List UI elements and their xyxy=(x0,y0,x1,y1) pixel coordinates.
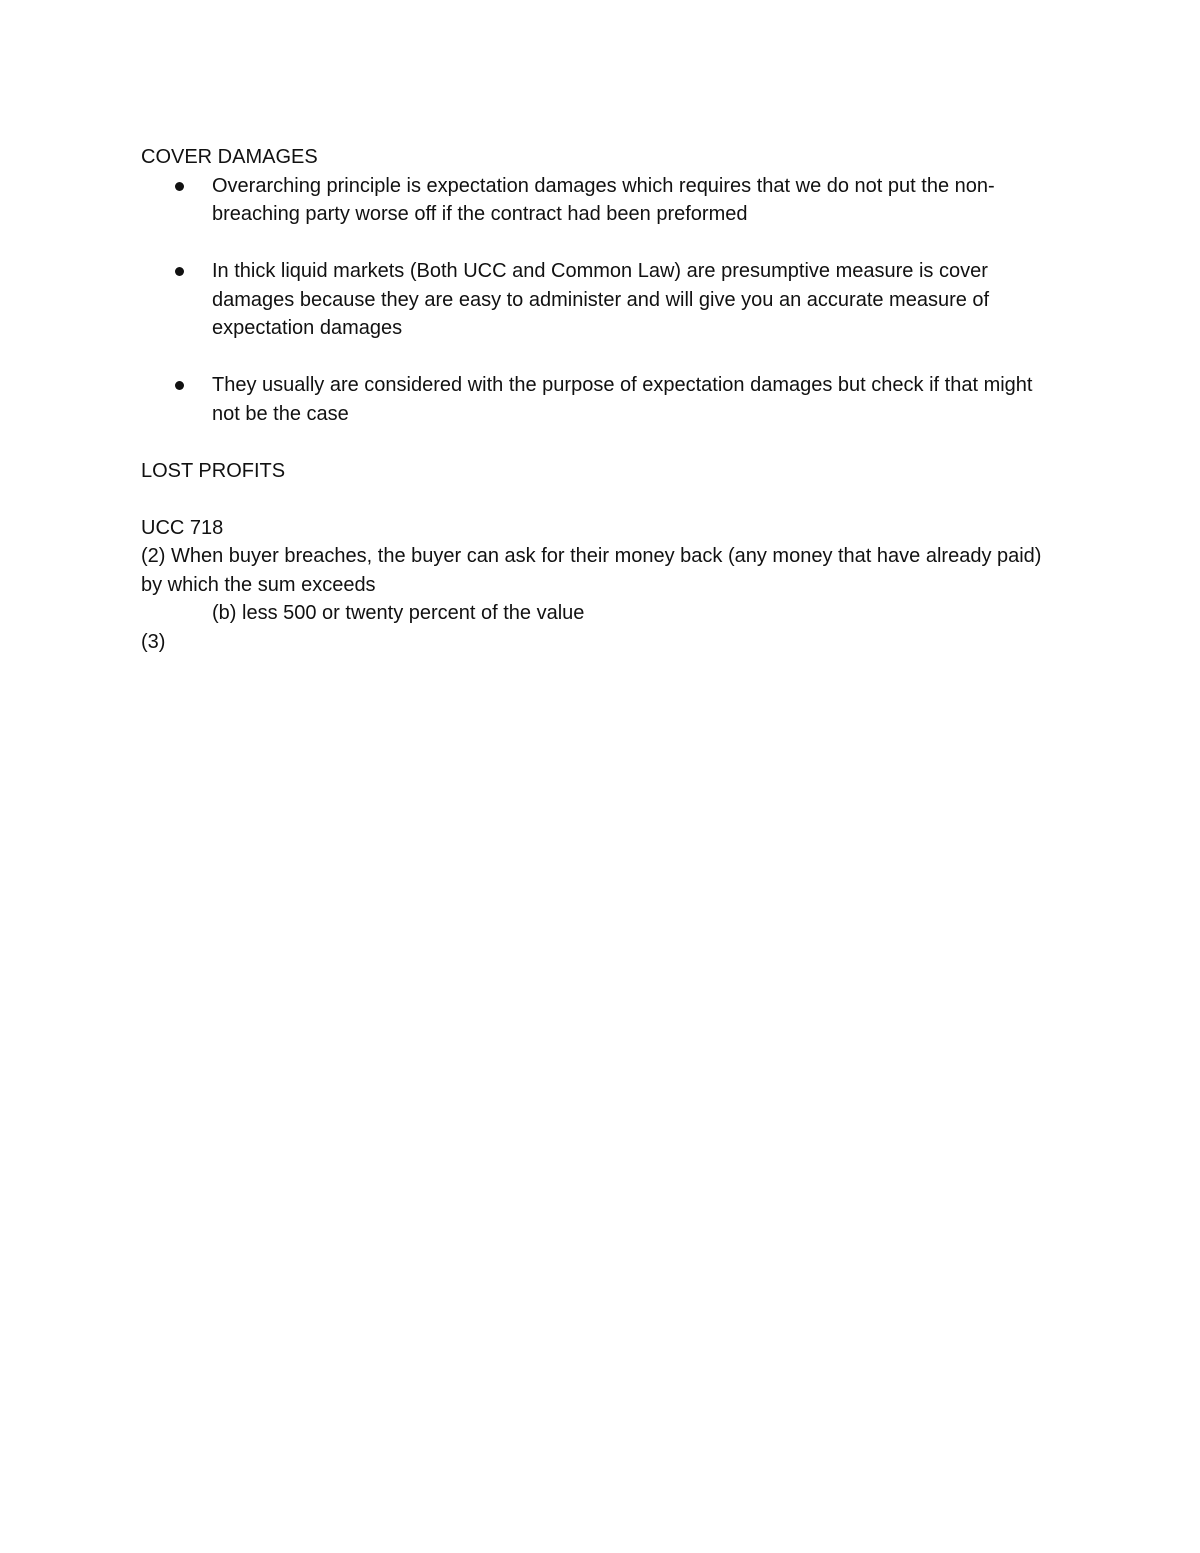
bullet-text: In thick liquid markets (Both UCC and Common Law) are presumptive measure is cover damages because they are easy to administer and will give you an accurate measure of expectation damages xyxy=(212,260,990,339)
list-item xyxy=(141,257,1061,343)
bullet-text: They usually are considered with the purpose of expectation damages but check if that might not be the case xyxy=(212,374,1033,425)
bullet-icon xyxy=(175,267,184,276)
ucc-paragraph-2: (2) When buyer breaches, the buyer can ask for their money back (any money that have already paid) by which the sum exceeds xyxy=(141,545,1042,596)
cover-damages-list xyxy=(141,172,1061,429)
document-page xyxy=(141,143,1061,656)
lost-profits-heading: LOST PROFITS xyxy=(141,459,286,482)
bullet-icon xyxy=(175,182,184,191)
bullet-icon xyxy=(175,381,184,390)
ucc-heading: UCC 718 xyxy=(141,516,224,539)
ucc-paragraph-b: (b) less 500 or twenty percent of the value xyxy=(212,602,585,624)
bullet-text: Overarching principle is expectation damages which requires that we do not put the non-breaching party worse off if the contract had been preformed xyxy=(212,174,995,225)
cover-damages-heading: COVER DAMAGES xyxy=(141,146,318,168)
spacer xyxy=(141,485,1061,514)
list-item xyxy=(141,371,1061,428)
list-item xyxy=(141,172,1061,229)
ucc-paragraph-3: (3) xyxy=(141,630,166,653)
